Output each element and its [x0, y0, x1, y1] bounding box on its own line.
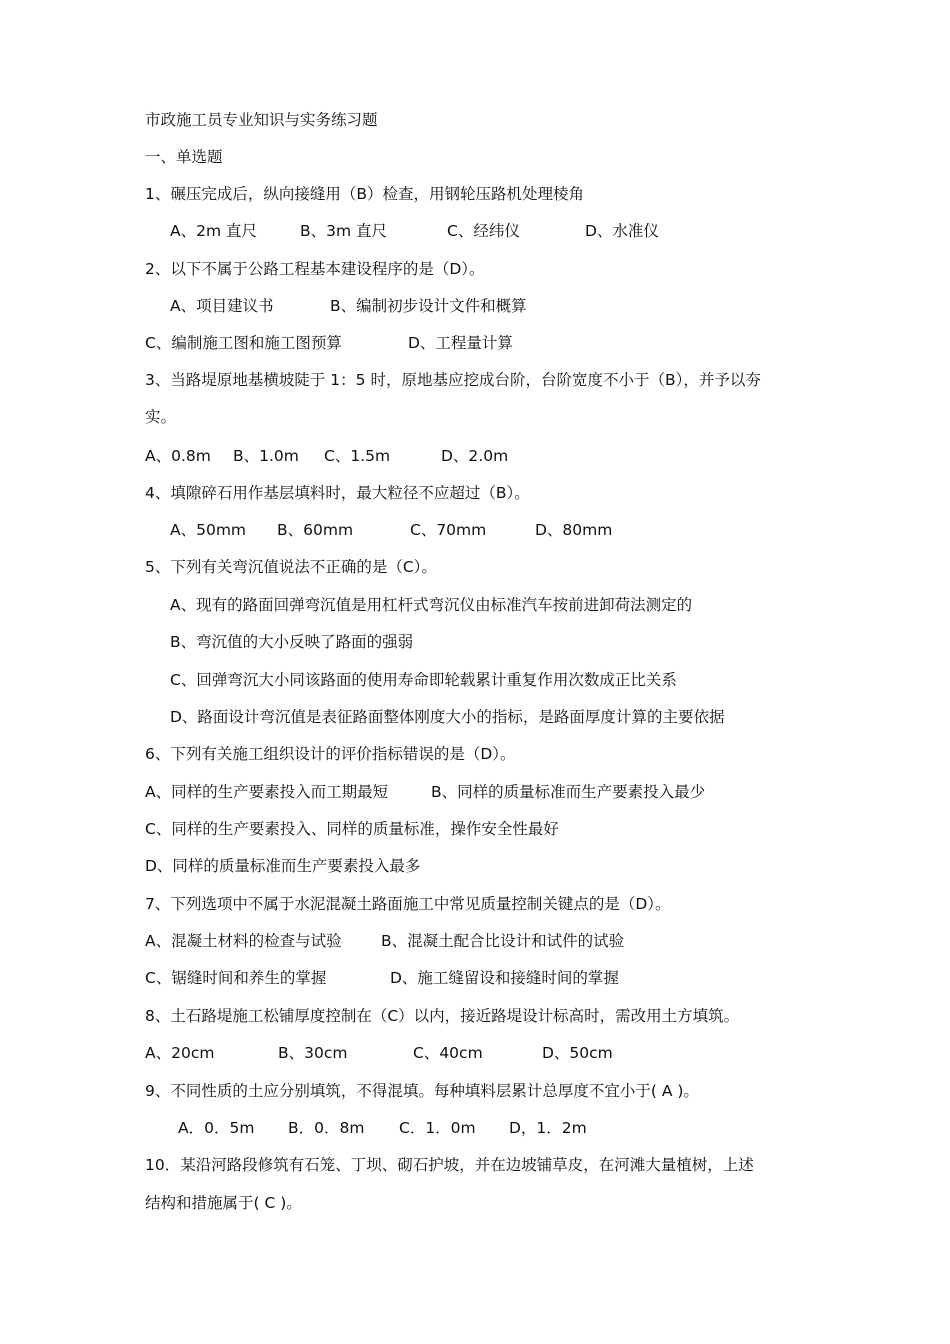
- option: B、弯沉值的大小反映了路面的强弱: [170, 633, 414, 651]
- option: A、同样的生产要素投入而工期最短: [145, 783, 389, 801]
- question-stem-continued: 实。: [145, 408, 177, 426]
- option: C．1．0m: [399, 1119, 476, 1137]
- option: C、锯缝时间和养生的掌握: [145, 969, 327, 987]
- section-heading: 一、单选题: [145, 148, 223, 166]
- question-stem: 10．某沿河路段修筑有石笼、丁坝、砌石护坡，并在边坡铺草皮，在河滩大量植树，上述: [145, 1156, 754, 1174]
- option: B、3m 直尺: [300, 222, 388, 240]
- option: D，1．2m: [509, 1119, 587, 1137]
- option: A、现有的路面回弹弯沉值是用杠杆式弯沉仪由标准汽车按前进卸荷法测定的: [170, 596, 693, 614]
- option: B、1.0m: [233, 447, 299, 465]
- option: D、施工缝留设和接缝时间的掌握: [390, 969, 619, 987]
- question-stem-continued: 结构和措施属于( C )。: [145, 1194, 302, 1212]
- option: B、混凝土配合比设计和试件的试验: [381, 932, 625, 950]
- option: C、同样的生产要素投入、同样的质量标准，操作安全性最好: [145, 820, 559, 838]
- question-stem: 8、土石路堤施工松铺厚度控制在（C）以内，接近路堤设计标高时，需改用土方填筑。: [145, 1007, 740, 1025]
- option: B、60mm: [277, 521, 354, 539]
- option: A、2m 直尺: [170, 222, 257, 240]
- question-stem: 3、当路堤原地基横坡陡于 1：5 时，原地基应挖成台阶，台阶宽度不小于（B），并予以夯: [145, 371, 761, 389]
- option: C、经纬仪: [447, 222, 520, 240]
- option: D、80mm: [535, 521, 613, 539]
- question-stem: 6、下列有关施工组织设计的评价指标错误的是（D）。: [145, 745, 516, 763]
- option: A、0.8m: [145, 447, 211, 465]
- option: D、工程量计算: [408, 334, 513, 352]
- question-stem: 1、碾压完成后，纵向接缝用（B）检查，用钢轮压路机处理棱角: [145, 185, 584, 203]
- option: C、70mm: [410, 521, 487, 539]
- option: A、混凝土材料的检查与试验: [145, 932, 342, 950]
- option: D、同样的质量标准而生产要素投入最多: [145, 857, 421, 875]
- question-stem: 5、下列有关弯沉值说法不正确的是（C）。: [145, 558, 437, 576]
- option: C、编制施工图和施工图预算: [145, 334, 342, 352]
- option: C、1.5m: [324, 447, 391, 465]
- option: B、同样的质量标准而生产要素投入最少: [431, 783, 706, 801]
- option: B、30cm: [278, 1044, 348, 1062]
- option: A、50mm: [170, 521, 247, 539]
- option: A、项目建议书: [170, 297, 274, 315]
- option: B．0．8m: [288, 1119, 365, 1137]
- option: C、40cm: [413, 1044, 483, 1062]
- option: A、20cm: [145, 1044, 215, 1062]
- option: D、路面设计弯沉值是表征路面整体刚度大小的指标，是路面厚度计算的主要依据: [170, 708, 725, 726]
- option: A．0．5m: [178, 1119, 255, 1137]
- doc-title: 市政施工员专业知识与实务练习题: [145, 111, 378, 129]
- question-stem: 9、不同性质的土应分别填筑，不得混填。每种填料层累计总厚度不宜小于( A )。: [145, 1082, 699, 1100]
- option: D、50cm: [542, 1044, 613, 1062]
- question-stem: 4、填隙碎石用作基层填料时，最大粒径不应超过（B）。: [145, 484, 530, 502]
- question-stem: 2、以下不属于公路工程基本建设程序的是（D）。: [145, 260, 485, 278]
- option: C、回弹弯沉大小同该路面的使用寿命即轮载累计重复作用次数成正比关系: [170, 671, 677, 689]
- option: D、水准仪: [585, 222, 659, 240]
- option: D、2.0m: [441, 447, 509, 465]
- option: B、编制初步设计文件和概算: [330, 297, 527, 315]
- question-stem: 7、下列选项中不属于水泥混凝土路面施工中常见质量控制关键点的是（D）。: [145, 895, 671, 913]
